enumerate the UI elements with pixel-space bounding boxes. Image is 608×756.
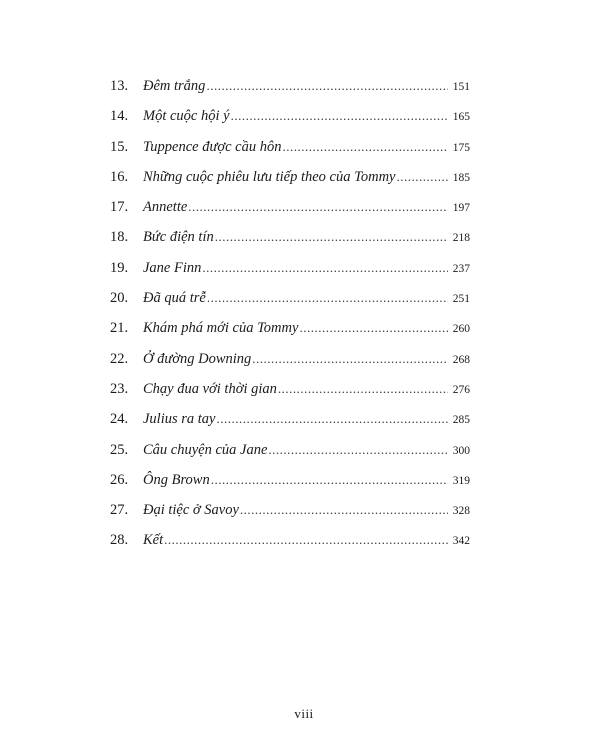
- toc-entry-15: [110, 139, 470, 169]
- chapter-page-number: 218: [452, 232, 470, 245]
- chapter-title: Đã quá trễ: [143, 290, 206, 307]
- chapter-title: Ở đường Downing: [143, 350, 252, 367]
- dot-leader: [164, 532, 448, 548]
- chapter-title: Julius ra tay: [143, 411, 216, 428]
- page-folio: viii: [294, 706, 314, 721]
- toc-entry-13: [110, 78, 470, 108]
- dot-leader: [278, 381, 448, 397]
- chapter-number: 20.: [110, 290, 129, 307]
- chapter-title: Bức điện tín: [143, 229, 214, 246]
- toc-entry-17: [110, 199, 470, 229]
- toc-entry-24: [110, 411, 470, 441]
- toc-entry-18: [110, 229, 470, 259]
- dot-leader: [188, 199, 448, 215]
- chapter-number: 13.: [110, 78, 129, 94]
- chapter-title: Một cuộc hội ý: [143, 108, 230, 125]
- chapter-page-number: 237: [452, 262, 470, 275]
- chapter-number: 26.: [110, 471, 129, 488]
- toc-entry-26: [110, 472, 470, 502]
- chapter-page-number: 175: [452, 141, 470, 154]
- chapter-page-number: 268: [452, 353, 470, 366]
- chapter-title: Câu chuyện của Jane: [143, 441, 268, 458]
- chapter-title: Chạy đua với thời gian: [143, 380, 277, 397]
- chapter-number: 18.: [110, 229, 129, 246]
- dot-leader: [282, 139, 448, 155]
- dot-leader: [202, 260, 448, 276]
- chapter-title: Ông Brown: [143, 471, 210, 488]
- chapter-title: Tuppence được cầu hôn: [143, 138, 282, 155]
- toc-entry-19: [110, 260, 470, 290]
- chapter-page-number: 342: [452, 535, 470, 548]
- toc-entry-20: [110, 290, 470, 320]
- chapter-page-number: 319: [452, 474, 470, 487]
- chapter-number: 17.: [110, 199, 129, 216]
- chapter-page-number: 185: [452, 171, 470, 184]
- toc-entry-27: [110, 502, 470, 532]
- chapter-number: 14.: [110, 108, 129, 125]
- chapter-title: Khám phá mới của Tommy: [143, 320, 299, 337]
- chapter-page-number: 197: [452, 202, 470, 215]
- toc-entry-22: [110, 351, 470, 381]
- chapter-page-number: 151: [452, 81, 470, 93]
- toc-entry-25: [110, 442, 470, 472]
- chapter-page-number: 285: [452, 414, 470, 427]
- chapter-page-number: 276: [452, 383, 470, 396]
- dot-leader: [299, 320, 448, 336]
- chapter-number: 25.: [110, 441, 129, 458]
- chapter-number: 19.: [110, 259, 129, 276]
- dot-leader: [211, 472, 448, 488]
- chapter-page-number: 251: [452, 293, 470, 306]
- chapter-page-number: 260: [452, 323, 470, 336]
- chapter-title: Jane Finn: [143, 259, 202, 276]
- dot-leader: [268, 442, 448, 458]
- chapter-number: 21.: [110, 320, 129, 337]
- toc-entry-14: [110, 108, 470, 138]
- dot-leader: [206, 78, 448, 94]
- chapter-title: Những cuộc phiêu lưu tiếp theo của Tommy: [143, 168, 396, 185]
- chapter-title: Đêm trắng: [143, 78, 206, 94]
- dot-leader: [207, 290, 448, 306]
- chapter-page-number: 328: [452, 505, 470, 518]
- chapter-number: 27.: [110, 502, 129, 519]
- dot-leader: [240, 502, 448, 518]
- chapter-title: Annette: [143, 199, 188, 216]
- chapter-number: 28.: [110, 532, 129, 549]
- chapter-title: Kết: [143, 532, 164, 549]
- chapter-number: 16.: [110, 168, 129, 185]
- chapter-number: 24.: [110, 411, 129, 428]
- table-of-contents: [110, 78, 470, 563]
- toc-entry-23: [110, 381, 470, 411]
- toc-entry-21: [110, 320, 470, 350]
- chapter-page-number: 300: [452, 444, 470, 457]
- dot-leader: [217, 411, 449, 427]
- toc-entry-28: [110, 532, 470, 562]
- dot-leader: [215, 229, 448, 245]
- chapter-title: Đại tiệc ở Savoy: [143, 502, 239, 519]
- dot-leader: [396, 169, 448, 185]
- chapter-number: 22.: [110, 350, 129, 367]
- chapter-page-number: 165: [452, 111, 470, 124]
- chapter-number: 23.: [110, 380, 129, 397]
- toc-entry-16: [110, 169, 470, 199]
- dot-leader: [252, 351, 448, 367]
- chapter-number: 15.: [110, 138, 129, 155]
- dot-leader: [231, 108, 448, 124]
